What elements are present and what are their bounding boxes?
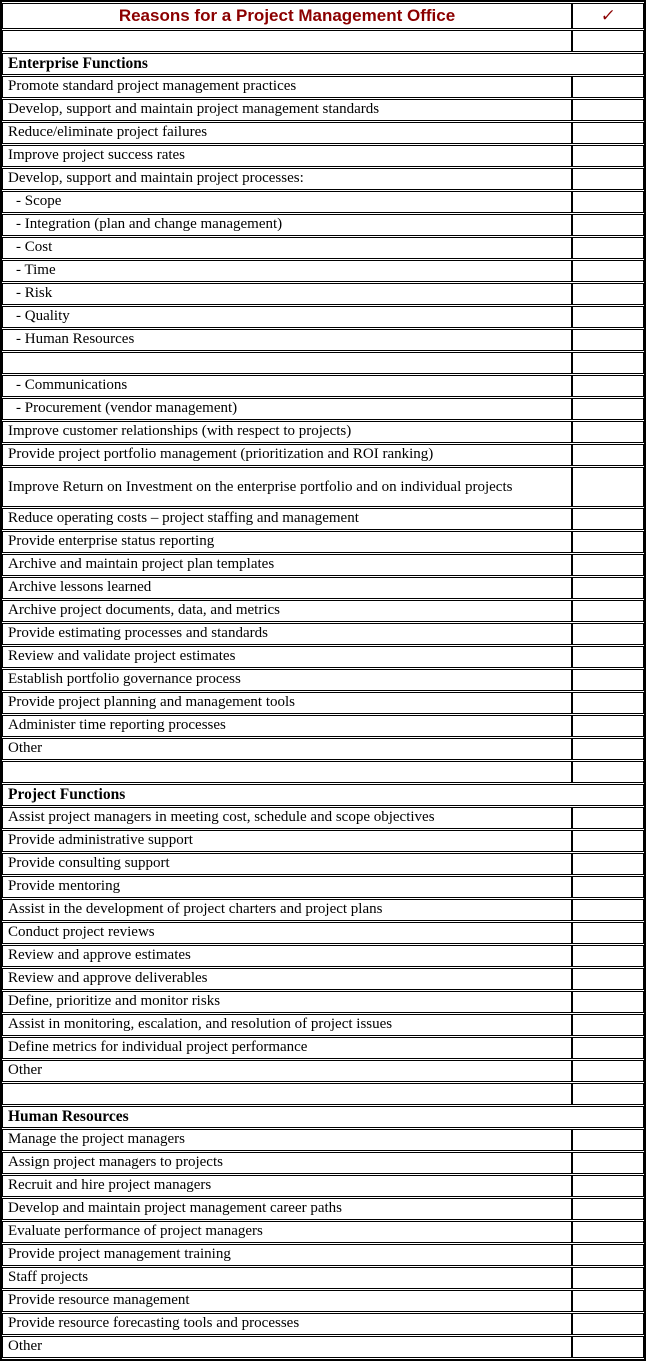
item-label: Other [2,738,572,760]
check-cell[interactable] [572,761,644,783]
check-cell[interactable] [572,1175,644,1197]
item-label: Provide resource management [2,1290,572,1312]
check-cell[interactable] [572,715,644,737]
section-header: Human Resources [2,1106,644,1128]
item-label: Reduce operating costs – project staffing and management [2,508,572,530]
check-cell[interactable] [572,1037,644,1059]
item-label: Administer time reporting processes [2,715,572,737]
checklist-row [2,214,644,236]
check-column-header [572,3,644,29]
item-label: Recruit and hire project managers [2,1175,572,1197]
item-label: Define, prioritize and monitor risks [2,991,572,1013]
check-cell[interactable] [572,508,644,530]
checklist-row [2,1221,644,1243]
checklist-row [2,1060,644,1082]
checklist-row [2,1313,644,1335]
section-header-row [2,53,644,75]
checklist-row [2,899,644,921]
checklist-row [2,1336,644,1358]
item-label: - Procurement (vendor management) [2,398,572,420]
item-label: Archive and maintain project plan templates [2,554,572,576]
checklist-row [2,738,644,760]
checklist-row [2,467,644,507]
checklist-row [2,508,644,530]
item-label: - Quality [2,306,572,328]
check-cell[interactable] [572,807,644,829]
checklist-row [2,991,644,1013]
item-label: Develop, support and maintain project management standards [2,99,572,121]
check-cell[interactable] [572,1152,644,1174]
item-label: Provide project management training [2,1244,572,1266]
checklist-row [2,876,644,898]
checklist-row [2,283,644,305]
spacer-row [2,352,644,374]
check-cell[interactable] [572,283,644,305]
item-label: Define metrics for individual project performance [2,1037,572,1059]
checklist-row [2,531,644,553]
check-cell[interactable] [572,30,644,52]
checklist-row [2,922,644,944]
checklist-row [2,577,644,599]
checklist-row [2,122,644,144]
check-cell[interactable] [572,1060,644,1082]
check-cell[interactable] [572,1014,644,1036]
checklist-row [2,1267,644,1289]
empty-cell [2,30,572,52]
check-cell[interactable] [572,554,644,576]
check-cell[interactable] [572,375,644,397]
checklist-row [2,260,644,282]
section-header-row [2,1106,644,1128]
checklist-row [2,1152,644,1174]
check-cell[interactable] [572,1313,644,1335]
checklist-row [2,1290,644,1312]
section-header-row [2,784,644,806]
check-cell[interactable] [572,76,644,98]
item-label: Assist in the development of project charters and project plans [2,899,572,921]
item-label: Other [2,1060,572,1082]
empty-cell [2,761,572,783]
item-label: Provide mentoring [2,876,572,898]
checklist-row [2,807,644,829]
checklist-row [2,145,644,167]
item-label: Provide administrative support [2,830,572,852]
table-title: Reasons for a Project Management Office [2,3,572,29]
item-label: Assist in monitoring, escalation, and resolution of project issues [2,1014,572,1036]
check-cell[interactable] [572,237,644,259]
check-cell[interactable] [572,398,644,420]
checklist-row [2,646,644,668]
spacer-row [2,761,644,783]
check-cell[interactable] [572,421,644,443]
section-header: Project Functions [2,784,644,806]
item-label: Assist project managers in meeting cost, schedule and scope objectives [2,807,572,829]
checklist-row [2,600,644,622]
item-label: Review and validate project estimates [2,646,572,668]
item-label: - Cost [2,237,572,259]
checkmark-icon: ✓ [599,6,617,26]
item-label: - Scope [2,191,572,213]
spacer-row [2,30,644,52]
check-cell[interactable] [572,329,644,351]
checklist-row [2,191,644,213]
checklist-body [2,3,644,1358]
checklist-row [2,1198,644,1220]
item-label: Develop, support and maintain project processes: [2,168,572,190]
title-row [2,3,644,29]
check-cell[interactable] [572,444,644,466]
check-cell[interactable] [572,191,644,213]
item-label: Review and approve estimates [2,945,572,967]
item-label: Improve project success rates [2,145,572,167]
checklist-row [2,375,644,397]
section-header: Enterprise Functions [2,53,644,75]
check-cell[interactable] [572,968,644,990]
item-label: Provide enterprise status reporting [2,531,572,553]
check-cell[interactable] [572,260,644,282]
checklist-row [2,692,644,714]
check-cell[interactable] [572,531,644,553]
check-cell[interactable] [572,467,644,507]
check-cell[interactable] [572,122,644,144]
checklist-row [2,237,644,259]
item-label: Provide resource forecasting tools and processes [2,1313,572,1335]
empty-cell [2,1083,572,1105]
item-label: Reduce/eliminate project failures [2,122,572,144]
item-label: Develop and maintain project management career paths [2,1198,572,1220]
check-cell[interactable] [572,922,644,944]
check-cell[interactable] [572,577,644,599]
item-label: Archive project documents, data, and metrics [2,600,572,622]
item-label: - Time [2,260,572,282]
checklist-row [2,669,644,691]
check-cell[interactable] [572,1336,644,1358]
check-cell[interactable] [572,738,644,760]
check-cell[interactable] [572,214,644,236]
item-label: Evaluate performance of project managers [2,1221,572,1243]
checklist-row [2,99,644,121]
checklist-row [2,1037,644,1059]
checklist-row [2,945,644,967]
checklist-row [2,554,644,576]
checklist-row [2,421,644,443]
check-cell[interactable] [572,830,644,852]
checklist-row [2,1175,644,1197]
check-cell[interactable] [572,1244,644,1266]
checklist-row [2,444,644,466]
check-cell[interactable] [572,876,644,898]
check-cell[interactable] [572,1290,644,1312]
check-cell[interactable] [572,899,644,921]
check-cell[interactable] [572,1129,644,1151]
checklist-row [2,76,644,98]
item-label: Review and approve deliverables [2,968,572,990]
check-cell[interactable] [572,692,644,714]
check-cell[interactable] [572,352,644,374]
item-label: Provide project portfolio management (prioritization and ROI ranking) [2,444,572,466]
checklist-row [2,623,644,645]
check-cell[interactable] [572,600,644,622]
checklist-row [2,715,644,737]
item-label: Other [2,1336,572,1358]
check-cell[interactable] [572,99,644,121]
item-label: Assign project managers to projects [2,1152,572,1174]
checklist-row [2,1014,644,1036]
check-cell[interactable] [572,1221,644,1243]
item-label: Provide estimating processes and standards [2,623,572,645]
item-label: Manage the project managers [2,1129,572,1151]
check-cell[interactable] [572,306,644,328]
check-cell[interactable] [572,669,644,691]
item-label: Conduct project reviews [2,922,572,944]
checklist-row [2,329,644,351]
check-cell[interactable] [572,1198,644,1220]
item-label: - Risk [2,283,572,305]
item-label: - Integration (plan and change management) [2,214,572,236]
spacer-row [2,1083,644,1105]
check-cell[interactable] [572,623,644,645]
check-cell[interactable] [572,1267,644,1289]
checklist-row [2,1244,644,1266]
checklist-row [2,968,644,990]
empty-cell [2,352,572,374]
item-label: Promote standard project management practices [2,76,572,98]
item-label: Provide project planning and management tools [2,692,572,714]
check-cell[interactable] [572,646,644,668]
checklist-row [2,398,644,420]
check-cell[interactable] [572,945,644,967]
item-label: Archive lessons learned [2,577,572,599]
check-cell[interactable] [572,991,644,1013]
checklist-row [2,168,644,190]
item-label: Improve customer relationships (with respect to projects) [2,421,572,443]
item-label: - Communications [2,375,572,397]
check-cell[interactable] [572,853,644,875]
checklist-row [2,1129,644,1151]
item-label: Improve Return on Investment on the enterprise portfolio and on individual projects [2,467,572,507]
checklist-row [2,830,644,852]
item-label: - Human Resources [2,329,572,351]
item-label: Provide consulting support [2,853,572,875]
check-cell[interactable] [572,1083,644,1105]
checklist-row [2,853,644,875]
check-cell[interactable] [572,168,644,190]
item-label: Staff projects [2,1267,572,1289]
item-label: Establish portfolio governance process [2,669,572,691]
check-cell[interactable] [572,145,644,167]
checklist-row [2,306,644,328]
